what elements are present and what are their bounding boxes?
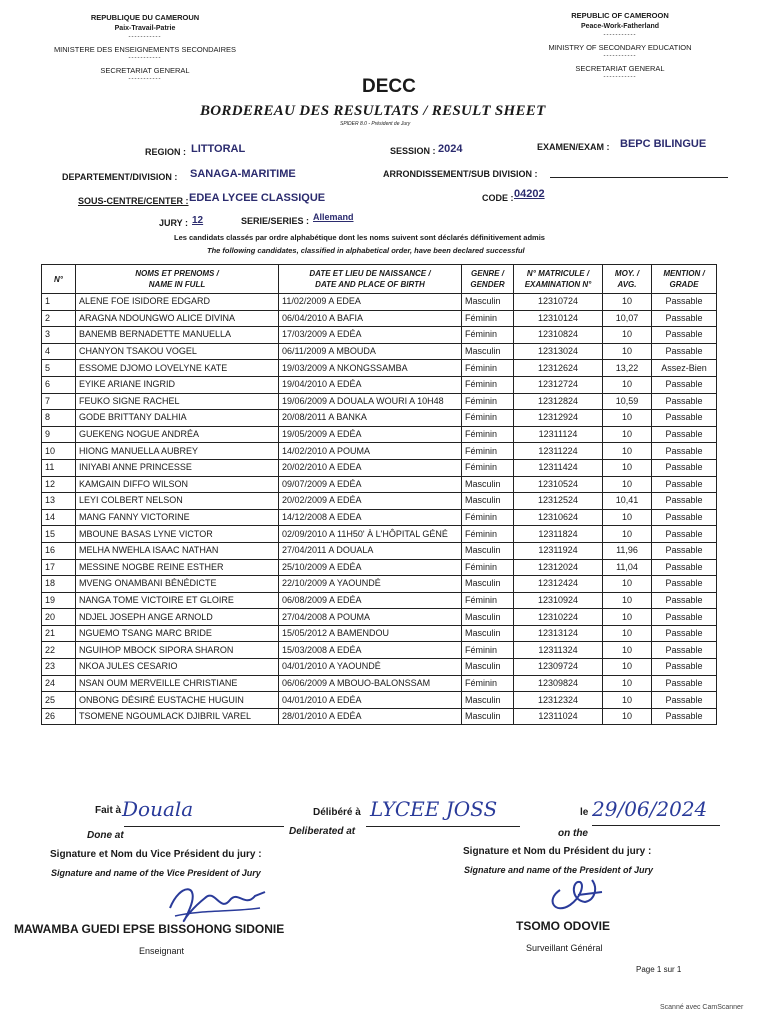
cell-matricule: 12311124: [514, 426, 603, 443]
cell-matricule: 12312724: [514, 376, 603, 393]
cell-avg: 11,04: [603, 559, 652, 576]
dept-value: SANAGA-MARITIME: [190, 168, 296, 180]
divider: -----------: [128, 76, 162, 82]
p-role: Surveillant Général: [526, 943, 603, 953]
cell-gender: Masculin: [462, 343, 514, 360]
cell-grade: Passable: [652, 592, 717, 609]
cell-grade: Passable: [652, 426, 717, 443]
delibere-handwritten: LYCEE JOSS: [370, 797, 498, 821]
cell-number: 25: [42, 692, 76, 709]
col-avg-fr: MOY. /: [614, 269, 640, 278]
table-row: [42, 692, 717, 709]
jury-value: 12: [192, 215, 204, 226]
cell-birth: 14/12/2008 A EDEA: [279, 509, 462, 526]
cell-avg: 10: [603, 625, 652, 642]
exam-label: EXAMEN/EXAM :: [537, 142, 610, 152]
p-signature-label-en: Signature and name of the President of Jury: [464, 865, 654, 875]
cell-grade: Passable: [652, 493, 717, 510]
cell-name: ONBONG DÉSIRÉ EUSTACHE HUGUIN: [76, 692, 279, 709]
table-row: [42, 476, 717, 493]
sheet-subtitle: SPIDER 8.0 - Président de Jury: [340, 121, 411, 127]
cell-avg: 10: [603, 294, 652, 311]
cell-number: 24: [42, 675, 76, 692]
cell-birth: 04/01/2010 A YAOUNDÉ: [279, 659, 462, 676]
cell-grade: Passable: [652, 459, 717, 476]
fait-line: [124, 826, 284, 827]
cell-birth: 20/08/2011 A BANKA: [279, 410, 462, 427]
cell-gender: Masculin: [462, 609, 514, 626]
cell-name: ESSOME DJOMO LOVELYNE KATE: [76, 360, 279, 377]
cell-number: 26: [42, 708, 76, 725]
table-row: [42, 642, 717, 659]
cell-number: 11: [42, 459, 76, 476]
cell-number: 9: [42, 426, 76, 443]
table-row: [42, 675, 717, 692]
region-value: LITTORAL: [191, 143, 246, 155]
cell-matricule: 12309724: [514, 659, 603, 676]
cell-matricule: 12310724: [514, 294, 603, 311]
cell-gender: Féminin: [462, 410, 514, 427]
cell-number: 16: [42, 542, 76, 559]
divider: -----------: [603, 53, 637, 59]
col-grade-en: GRADE: [669, 280, 699, 289]
cell-birth: 09/07/2009 A EDÉA: [279, 476, 462, 493]
cell-birth: 20/02/2009 A EDÉA: [279, 493, 462, 510]
serie-label: SERIE/SERIES :: [241, 216, 310, 226]
cell-avg: 10: [603, 459, 652, 476]
cell-birth: 19/04/2010 A EDÉA: [279, 376, 462, 393]
cell-avg: 10: [603, 576, 652, 593]
table-row: [42, 426, 717, 443]
cell-matricule: 12312824: [514, 393, 603, 410]
col-gender: [462, 265, 514, 294]
cell-number: 2: [42, 310, 76, 327]
cell-number: 12: [42, 476, 76, 493]
cell-avg: 10: [603, 526, 652, 543]
cell-grade: Passable: [652, 509, 717, 526]
divider: -----------: [603, 74, 637, 80]
cell-gender: Masculin: [462, 625, 514, 642]
cell-name: LEYI COLBERT NELSON: [76, 493, 279, 510]
delibere-line: [366, 826, 520, 827]
p-signature-label-fr: Signature et Nom du Président du jury :: [463, 846, 652, 857]
results-table: [41, 264, 717, 725]
col-matricule-en: EXAMINATION N°: [524, 280, 592, 289]
cell-grade: Passable: [652, 294, 717, 311]
table-row: [42, 410, 717, 427]
cell-name: ALENE FOE ISIDORE EDGARD: [76, 294, 279, 311]
cell-name: GUEKENG NOGUE ANDRÉA: [76, 426, 279, 443]
cell-avg: 10: [603, 592, 652, 609]
cell-avg: 10: [603, 476, 652, 493]
cell-birth: 20/02/2010 A EDEA: [279, 459, 462, 476]
cell-avg: 10: [603, 327, 652, 344]
cell-name: NDJEL JOSEPH ANGE ARNOLD: [76, 609, 279, 626]
cell-avg: 13,22: [603, 360, 652, 377]
le-line: [592, 825, 720, 826]
table-row: [42, 443, 717, 460]
cell-birth: 02/09/2010 A 11H50' À L'HÔPITAL GÉNÉ: [279, 526, 462, 543]
col-gender-en: GENDER: [470, 280, 505, 289]
code-value: 04202: [514, 188, 545, 200]
col-avg-en: AVG.: [617, 280, 637, 289]
cell-avg: 10: [603, 343, 652, 360]
cell-name: INIYABI ANNE PRINCESSE: [76, 459, 279, 476]
table-row: [42, 625, 717, 642]
cell-gender: Féminin: [462, 426, 514, 443]
session-value: 2024: [438, 143, 463, 155]
cell-name: NKOA JULES CESARIO: [76, 659, 279, 676]
col-matricule-fr: N° MATRICULE /: [526, 269, 590, 278]
delibere-label: Délibéré à: [313, 807, 361, 818]
table-row: [42, 294, 717, 311]
cell-gender: Masculin: [462, 659, 514, 676]
cell-name: CHANYON TSAKOU VOGEL: [76, 343, 279, 360]
table-header-row: [42, 265, 717, 294]
note-fr: Les candidats classés par ordre alphabétique dont les noms suivent sont déclarés définitivement admis: [174, 233, 545, 242]
cell-grade: Passable: [652, 659, 717, 676]
cell-avg: 10: [603, 509, 652, 526]
cell-name: MBOUNE BASAS LYNE VICTOR: [76, 526, 279, 543]
p-signature: [540, 870, 610, 920]
table-row: [42, 509, 717, 526]
table-row: [42, 526, 717, 543]
cell-matricule: 12312024: [514, 559, 603, 576]
cell-grade: Passable: [652, 609, 717, 626]
cell-birth: 06/08/2009 A EDÉA: [279, 592, 462, 609]
cell-gender: Féminin: [462, 642, 514, 659]
cell-matricule: 12311824: [514, 526, 603, 543]
cell-name: BANEMB BERNADETTE MANUELLA: [76, 327, 279, 344]
cell-gender: Féminin: [462, 327, 514, 344]
vp-name: MAWAMBA GUEDI EPSE BISSOHONG SIDONIE: [14, 922, 285, 936]
col-grade-fr: MENTION /: [663, 269, 705, 278]
cell-gender: Féminin: [462, 459, 514, 476]
page-number: Page 1 sur 1: [636, 965, 682, 974]
col-number-label: N°: [54, 274, 63, 284]
table-row: [42, 393, 717, 410]
cell-matricule: 12311024: [514, 708, 603, 725]
cell-gender: Féminin: [462, 559, 514, 576]
cell-number: 18: [42, 576, 76, 593]
cell-matricule: 12312424: [514, 576, 603, 593]
cell-name: KAMGAIN DIFFO WILSON: [76, 476, 279, 493]
cell-birth: 19/06/2009 A DOUALA WOURI A 10H48: [279, 393, 462, 410]
cell-number: 10: [42, 443, 76, 460]
cell-matricule: 12311424: [514, 459, 603, 476]
col-matricule: [514, 265, 603, 294]
cell-number: 4: [42, 343, 76, 360]
motto-en: Peace-Work-Fatherland: [580, 23, 660, 30]
republic-fr: REPUBLIQUE DU CAMEROUN: [90, 13, 200, 22]
sheet-title: BORDEREAU DES RESULTATS / RESULT SHEET: [200, 103, 546, 119]
cell-name: GODE BRITTANY DALHIA: [76, 410, 279, 427]
center-value: EDEA LYCEE CLASSIQUE: [189, 192, 326, 204]
cell-number: 22: [42, 642, 76, 659]
cell-birth: 06/06/2009 A MBOUO-BALONSSAM: [279, 675, 462, 692]
table-row: [42, 493, 717, 510]
cell-birth: 06/11/2009 A MBOUDA: [279, 343, 462, 360]
divider: -----------: [128, 55, 162, 61]
cell-number: 17: [42, 559, 76, 576]
cell-gender: Féminin: [462, 376, 514, 393]
le-handwritten: 29/06/2024: [592, 797, 708, 821]
cell-avg: 10: [603, 708, 652, 725]
cell-matricule: 12312924: [514, 410, 603, 427]
cell-name: NANGA TOME VICTOIRE ET GLOIRE: [76, 592, 279, 609]
cell-birth: 28/01/2010 A EDÉA: [279, 708, 462, 725]
cell-grade: Passable: [652, 642, 717, 659]
cell-grade: Passable: [652, 310, 717, 327]
cell-grade: Passable: [652, 443, 717, 460]
cell-avg: 10: [603, 376, 652, 393]
dept-label: DEPARTEMENT/DIVISION :: [62, 172, 178, 182]
vp-signature: [160, 878, 280, 928]
cell-grade: Passable: [652, 376, 717, 393]
cell-grade: Passable: [652, 476, 717, 493]
cell-matricule: 12310624: [514, 509, 603, 526]
motto-fr: Paix-Travail-Patrie: [114, 25, 176, 32]
region-label: REGION :: [145, 147, 187, 157]
col-name-fr: NOMS ET PRENOMS /: [135, 269, 219, 278]
center-label: SOUS-CENTRE/CENTER :: [78, 196, 189, 206]
cell-grade: Passable: [652, 576, 717, 593]
cell-birth: 15/05/2012 A BAMENDOU: [279, 625, 462, 642]
cell-matricule: 12313024: [514, 343, 603, 360]
cell-grade: Passable: [652, 327, 717, 344]
cell-name: MELHA NWEHLA ISAAC NATHAN: [76, 542, 279, 559]
serie-value: Allemand: [313, 212, 354, 222]
fait-label: Fait à: [95, 805, 122, 816]
scanner-watermark: Scanné avec CamScanner: [660, 1004, 744, 1011]
cell-number: 8: [42, 410, 76, 427]
cell-avg: 10,41: [603, 493, 652, 510]
cell-matricule: 12313124: [514, 625, 603, 642]
cell-matricule: 12312324: [514, 692, 603, 709]
cell-number: 14: [42, 509, 76, 526]
results-body: [42, 294, 717, 725]
table-row: [42, 592, 717, 609]
cell-birth: 25/10/2009 A EDÉA: [279, 559, 462, 576]
p-name: TSOMO ODOVIE: [516, 919, 611, 933]
table-row: [42, 559, 717, 576]
le-label: le: [580, 807, 589, 818]
ministry-en: MINISTRY OF SECONDARY EDUCATION: [548, 43, 692, 52]
cell-gender: Masculin: [462, 294, 514, 311]
table-row: [42, 708, 717, 725]
jury-label: JURY :: [159, 218, 189, 228]
cell-avg: 10: [603, 426, 652, 443]
table-row: [42, 542, 717, 559]
cell-matricule: 12311924: [514, 542, 603, 559]
cell-avg: 10,59: [603, 393, 652, 410]
cell-grade: Passable: [652, 625, 717, 642]
vp-role: Enseignant: [139, 946, 185, 956]
cell-number: 1: [42, 294, 76, 311]
cell-matricule: 12312624: [514, 360, 603, 377]
cell-birth: 27/04/2011 A DOUALA: [279, 542, 462, 559]
cell-birth: 04/01/2010 A EDÉA: [279, 692, 462, 709]
cell-grade: Passable: [652, 410, 717, 427]
cell-matricule: 12309824: [514, 675, 603, 692]
cell-number: 15: [42, 526, 76, 543]
cell-name: HIONG MANUELLA AUBREY: [76, 443, 279, 460]
fait-handwritten: Douala: [122, 797, 194, 821]
table-row: [42, 609, 717, 626]
exam-value: BEPC BILINGUE: [620, 138, 707, 150]
republic-en: REPUBLIC OF CAMEROON: [571, 11, 669, 20]
cell-gender: Féminin: [462, 592, 514, 609]
arr-label: ARRONDISSEMENT/SUB DIVISION :: [383, 169, 538, 179]
cell-name: MANG FANNY VICTORINE: [76, 509, 279, 526]
cell-number: 13: [42, 493, 76, 510]
cell-birth: 06/04/2010 A BAFIA: [279, 310, 462, 327]
arr-blank-line: [550, 177, 728, 178]
cell-number: 23: [42, 659, 76, 676]
code-label: CODE :: [482, 193, 514, 203]
cell-matricule: 12310524: [514, 476, 603, 493]
table-row: [42, 659, 717, 676]
col-grade: [652, 265, 717, 294]
cell-number: 20: [42, 609, 76, 626]
cell-name: FEUKO SIGNE RACHEL: [76, 393, 279, 410]
cell-matricule: 12311224: [514, 443, 603, 460]
cell-avg: 10: [603, 659, 652, 676]
cell-name: NSAN OUM MERVEILLE CHRISTIANE: [76, 675, 279, 692]
col-name: [76, 265, 279, 294]
cell-name: MVENG ONAMBANI BÉNÉDICTE: [76, 576, 279, 593]
cell-grade: Assez-Bien: [652, 360, 717, 377]
table-row: [42, 360, 717, 377]
cell-number: 3: [42, 327, 76, 344]
col-avg: [603, 265, 652, 294]
cell-gender: Féminin: [462, 360, 514, 377]
table-row: [42, 459, 717, 476]
cell-grade: Passable: [652, 393, 717, 410]
col-gender-fr: GENRE /: [471, 269, 504, 278]
cell-gender: Masculin: [462, 476, 514, 493]
cell-name: NGUEMO TSANG MARC BRIDE: [76, 625, 279, 642]
cell-matricule: 12310924: [514, 592, 603, 609]
cell-gender: Féminin: [462, 443, 514, 460]
cell-gender: Masculin: [462, 708, 514, 725]
cell-matricule: 12311324: [514, 642, 603, 659]
cell-name: EYIKE ARIANE INGRID: [76, 376, 279, 393]
cell-matricule: 12312524: [514, 493, 603, 510]
cell-grade: Passable: [652, 559, 717, 576]
cell-birth: 22/10/2009 A YAOUNDÉ: [279, 576, 462, 593]
col-name-en: NAME IN FULL: [148, 280, 206, 289]
cell-birth: 11/02/2009 A EDEA: [279, 294, 462, 311]
col-number: [42, 265, 76, 294]
cell-number: 5: [42, 360, 76, 377]
cell-avg: 10: [603, 609, 652, 626]
cell-birth: 27/04/2008 A POUMA: [279, 609, 462, 626]
vp-signature-label-en: Signature and name of the Vice President of Jury: [51, 868, 261, 878]
cell-name: NGUIHOP MBOCK SIPORA SHARON: [76, 642, 279, 659]
deliberated-at-label: Deliberated at: [289, 826, 356, 837]
vp-signature-label-fr: Signature et Nom du Vice Président du jury :: [50, 849, 262, 860]
col-birth-en: DATE AND PLACE OF BIRTH: [315, 280, 425, 289]
cell-grade: Passable: [652, 526, 717, 543]
table-row: [42, 343, 717, 360]
table-row: [42, 310, 717, 327]
cell-grade: Passable: [652, 343, 717, 360]
note-en: The following candidates, classified in alphabetical order, have been declared successful: [207, 246, 525, 255]
cell-name: ARAGNA NDOUNGWO ALICE DIVINA: [76, 310, 279, 327]
cell-grade: Passable: [652, 542, 717, 559]
cell-avg: 10: [603, 443, 652, 460]
header-left: [40, 12, 250, 82]
cell-number: 19: [42, 592, 76, 609]
session-label: SESSION :: [390, 146, 436, 156]
cell-matricule: 12310224: [514, 609, 603, 626]
cell-gender: Masculin: [462, 692, 514, 709]
cell-avg: 11,96: [603, 542, 652, 559]
cell-grade: Passable: [652, 675, 717, 692]
cell-birth: 15/03/2008 A EDÉA: [279, 642, 462, 659]
cell-gender: Masculin: [462, 542, 514, 559]
table-row: [42, 376, 717, 393]
cell-grade: Passable: [652, 708, 717, 725]
cell-gender: Féminin: [462, 310, 514, 327]
secretariat-fr: SECRETARIAT GENERAL: [100, 66, 190, 75]
secretariat-en: SECRETARIAT GENERAL: [575, 64, 665, 73]
cell-name: TSOMENE NGOUMLACK DJIBRIL VAREL: [76, 708, 279, 725]
cell-gender: Féminin: [462, 509, 514, 526]
decc-title: DECC: [362, 76, 416, 97]
cell-avg: 10: [603, 675, 652, 692]
header-right: [515, 10, 725, 80]
cell-avg: 10: [603, 692, 652, 709]
cell-birth: 17/03/2009 A EDÉA: [279, 327, 462, 344]
cell-gender: Masculin: [462, 493, 514, 510]
cell-gender: Masculin: [462, 576, 514, 593]
cell-birth: 19/03/2009 A NKONGSSAMBA: [279, 360, 462, 377]
col-birth-fr: DATE ET LIEU DE NAISSANCE /: [309, 269, 431, 278]
done-at-label: Done at: [87, 830, 124, 841]
cell-birth: 14/02/2010 A POUMA: [279, 443, 462, 460]
cell-grade: Passable: [652, 692, 717, 709]
ministry-fr: MINISTERE DES ENSEIGNEMENTS SECONDAIRES: [53, 45, 237, 54]
cell-number: 7: [42, 393, 76, 410]
cell-gender: Féminin: [462, 393, 514, 410]
cell-number: 21: [42, 625, 76, 642]
cell-gender: Féminin: [462, 675, 514, 692]
cell-gender: Féminin: [462, 526, 514, 543]
divider: -----------: [128, 34, 162, 40]
cell-matricule: 12310824: [514, 327, 603, 344]
cell-avg: 10,07: [603, 310, 652, 327]
cell-matricule: 12310124: [514, 310, 603, 327]
cell-birth: 19/05/2009 A EDÉA: [279, 426, 462, 443]
cell-name: MESSINE NOGBE REINE ESTHER: [76, 559, 279, 576]
cell-number: 6: [42, 376, 76, 393]
col-birth: [279, 265, 462, 294]
table-row: [42, 327, 717, 344]
table-row: [42, 576, 717, 593]
cell-avg: 10: [603, 642, 652, 659]
on-the-label: on the: [558, 828, 588, 839]
cell-avg: 10: [603, 410, 652, 427]
divider: -----------: [603, 32, 637, 38]
